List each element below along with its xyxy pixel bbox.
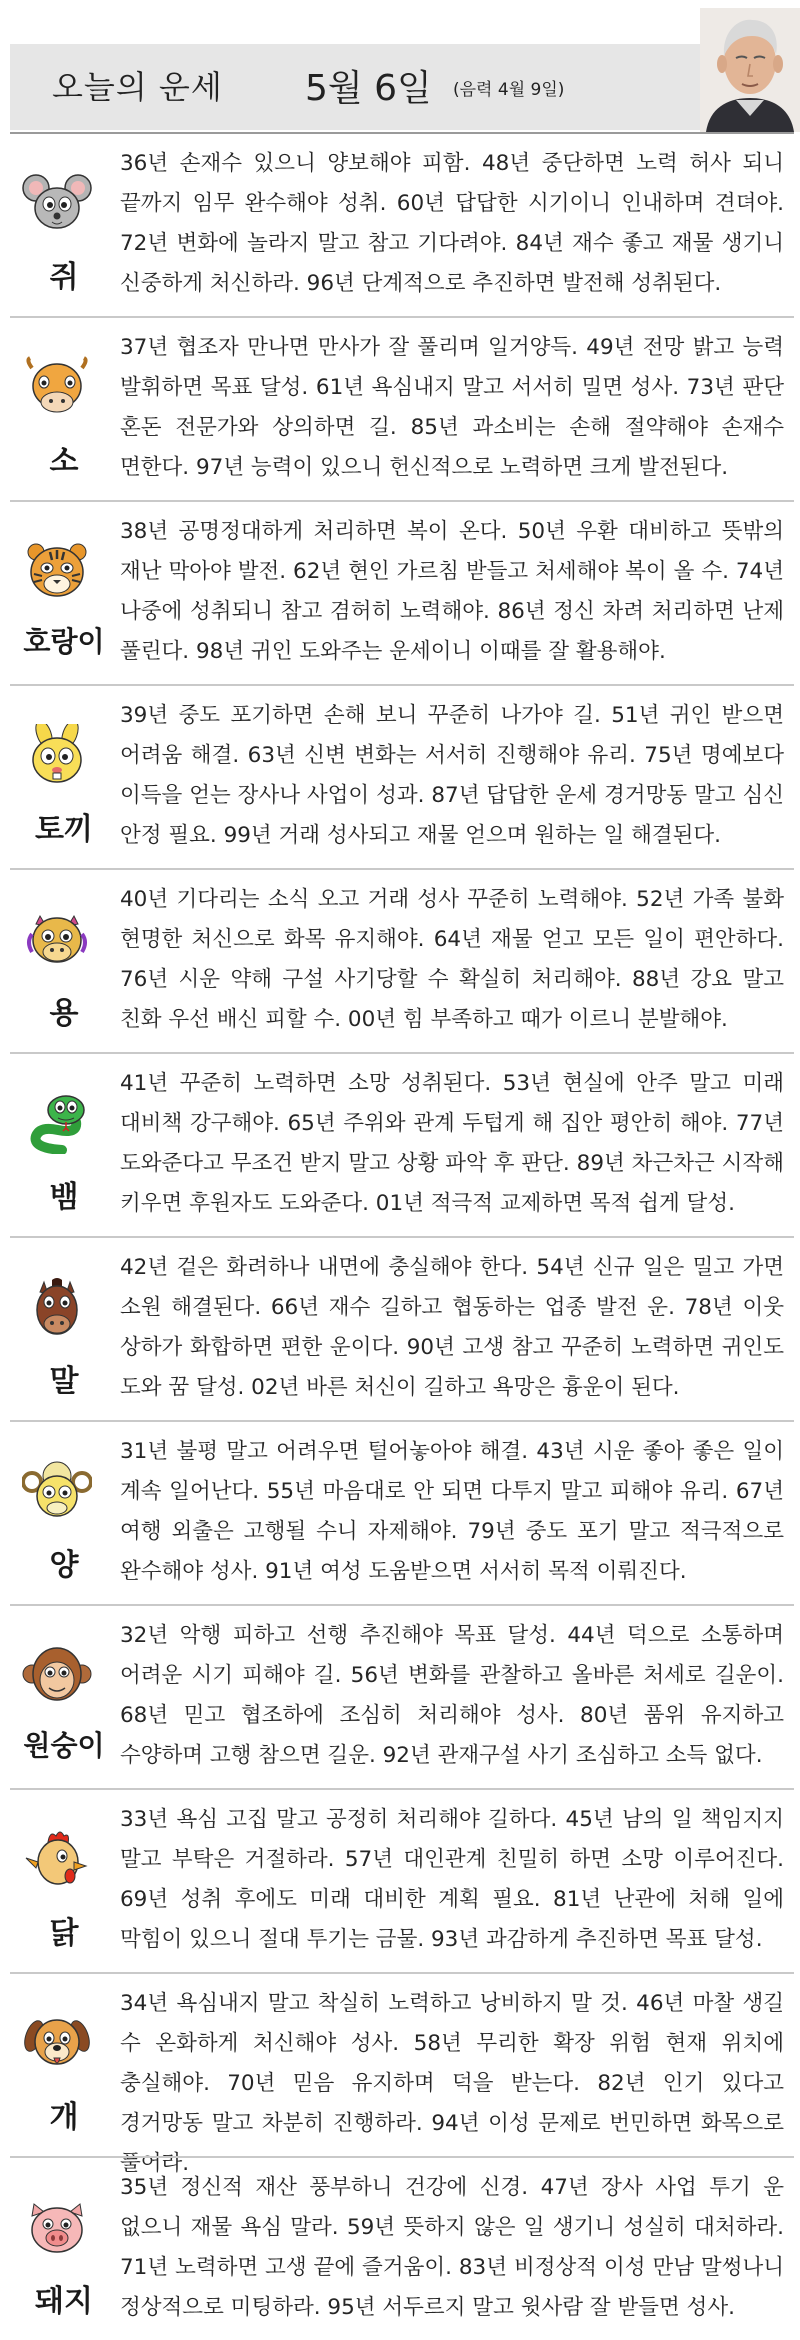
fortune-list <box>10 132 794 2340</box>
fortune-text: 40년 기다리는 소식 오고 거래 성사 꾸준히 노력해야. 52년 가족 불화 현명한 처신으로 화목 유지해야. 64년 재물 얻고 모든 일이 편안하다. 76년 시운 약해 구설 사기당할 수 확실히 처리해야. 88년 강요 말고 친화 우선 배신 피할 수. 00년 힘 부족하고 때가 이르니 분발해야. <box>120 887 784 1032</box>
snake-icon <box>22 1092 92 1154</box>
fortune-text: 39년 중도 포기하면 손해 보니 꾸준히 나가야 길. 51년 귀인 받으면 어려움 해결. 63년 신변 변화는 서서히 진행해야 유리. 75년 명예보다 이득을 얻는 장사나 사업이 성과. 87년 답답한 운세 경거망동 말고 심신 안정 필요. 99년 거래 성사되고 재물 얻으며 원하는 일 해결된다. <box>120 703 784 848</box>
sign-label: 소 <box>49 444 79 479</box>
fortune-row-snake <box>10 1052 794 1236</box>
pig-icon <box>22 2196 92 2258</box>
fortune-text: 35년 정신적 재산 풍부하니 건강에 신경. 47년 장사 사업 투기 운 없으니 재물 욕심 말라. 59년 뜻하지 않은 일 생기니 성실히 대처하라. 71년 노력하면 고생 끝에 즐거움이. 83년 비정상적 이성 만남 말썽나니 정상적으로 미팅하라. 95년 서두르지 말고 윗사람 잘 받들면 성사. <box>120 2175 784 2320</box>
fortune-text: 34년 욕심내지 말고 착실히 노력하고 낭비하지 말 것. 46년 마찰 생길 수 온화하게 처신해야 성사. 58년 무리한 확장 위험 현재 위치에 충실해야. 70년 믿음 유지하며 덕을 받는다. 82년 인기 있다고 경거망동 말고 차분히 진행하라. 94년 이성 문제로 번민하면 화목으로 풀어라. <box>120 1991 784 2176</box>
fortune-row-rooster <box>10 1788 794 1972</box>
rabbit-icon <box>22 724 92 786</box>
horse-icon <box>22 1276 92 1338</box>
columnist-portrait <box>700 8 800 132</box>
sign-label: 호랑이 <box>23 625 105 658</box>
dog-icon <box>22 2012 92 2074</box>
sign-label: 토끼 <box>35 812 93 847</box>
sign-label: 말 <box>49 1364 79 1399</box>
fortune-row-rabbit <box>10 684 794 868</box>
sheep-icon <box>22 1460 92 1522</box>
fortune-text: 36년 손재수 있으니 양보해야 피함. 48년 중단하면 노력 허사 되니 끝까지 임무 완수해야 성취. 60년 답답한 시기이니 인내하며 견뎌야. 72년 변화에 놀라지 말고 참고 기다려야. 84년 재수 좋고 재물 생기니 신중하게 처신하라. 96년 단계적으로 추진하면 발전해 성취된다. <box>120 151 784 296</box>
header-date: 5월 6일 <box>305 68 432 109</box>
header-lunar-date: (음력 4월 9일) <box>453 80 565 100</box>
sign-label: 용 <box>49 996 79 1031</box>
ox-icon <box>22 356 92 418</box>
fortune-row-horse <box>10 1236 794 1420</box>
fortune-row-dragon <box>10 868 794 1052</box>
tiger-icon <box>22 540 92 602</box>
fortune-row-dog <box>10 1972 794 2176</box>
rooster-icon <box>22 1828 92 1890</box>
sign-label: 뱀 <box>49 1180 79 1215</box>
fortune-text: 31년 불평 말고 어려우면 털어놓아야 해결. 43년 시운 좋아 좋은 일이 계속 일어난다. 55년 마음대로 안 되면 다투지 말고 피해야 유리. 67년 여행 외출은 고행될 수니 자제해야. 79년 중도 포기 말고 적극적으로 완수해야 성사. 91년 여성 도움받으면 서서히 목적 이뤄진다. <box>120 1439 784 1584</box>
fortune-text: 42년 겉은 화려하나 내면에 충실해야 한다. 54년 신규 일은 밀고 가면 소원 해결된다. 66년 재수 길하고 협동하는 업종 발전 운. 78년 이웃 상하가 화합하면 편한 운이다. 90년 고생 참고 꾸준히 노력하면 귀인도 도와 꿈 달성. 02년 바른 처신이 길하고 욕망은 흉운이 된다. <box>120 1255 784 1400</box>
fortune-row-rat <box>10 132 794 316</box>
sign-label: 닭 <box>49 1916 79 1951</box>
fortune-text: 32년 악행 피하고 선행 추진해야 목표 달성. 44년 덕으로 소통하며 어려운 시기 피해야 길. 56년 변화를 관찰하고 올바른 처세로 길운이. 68년 믿고 협조하에 조심히 처리해야 성사. 80년 품위 유지하고 수양하며 고행 참으면 길운. 92년 관재구설 사기 조심하고 소득 없다. <box>120 1623 784 1768</box>
sign-label: 양 <box>49 1548 79 1583</box>
sign-label: 원숭이 <box>23 1729 105 1762</box>
fortune-text: 37년 협조자 만나면 만사가 잘 풀리며 일거양득. 49년 전망 밝고 능력 발휘하면 목표 달성. 61년 욕심내지 말고 서서히 밀면 성사. 73년 판단 혼돈 전문가와 상의하면 길. 85년 과소비는 손해 절약해야 손재수 면한다. 97년 능력이 있으니 헌신적으로 노력하면 크게 발전된다. <box>120 335 784 480</box>
sign-label: 개 <box>49 2100 79 2135</box>
sign-label: 쥐 <box>49 260 79 295</box>
fortune-row-ox <box>10 316 794 500</box>
fortune-row-tiger <box>10 500 794 684</box>
monkey-icon <box>22 1644 92 1706</box>
dragon-icon <box>22 908 92 970</box>
fortune-text: 38년 공명정대하게 처리하면 복이 온다. 50년 우환 대비하고 뜻밖의 재난 막아야 발전. 62년 현인 가르침 받들고 처세해야 복이 올 수. 74년 나중에 성취되니 참고 겸허히 노력해야. 86년 정신 차려 처리하면 난제 풀린다. 98년 귀인 도와주는 운세이니 이때를 잘 활용해야. <box>120 519 784 664</box>
fortune-row-monkey <box>10 1604 794 1788</box>
rat-icon <box>22 172 92 234</box>
sign-label: 돼지 <box>35 2284 93 2319</box>
page-title: 오늘의 운세 <box>52 68 223 106</box>
fortune-row-sheep <box>10 1420 794 1604</box>
fortune-text: 33년 욕심 고집 말고 공정히 처리해야 길하다. 45년 남의 일 책임지지 말고 부탁은 거절하라. 57년 대인관계 친밀히 하면 소망 이루어진다. 69년 성취 후에도 미래 대비한 계획 필요. 81년 난관에 처해 일에 막힘이 있으니 절대 투기는 금물. 93년 과감하게 추진하면 목표 달성. <box>120 1807 784 1952</box>
fortune-text: 41년 꾸준히 노력하면 소망 성취된다. 53년 현실에 안주 말고 미래 대비책 강구해야. 65년 주위와 관계 두텁게 해 집안 평안히 해야. 77년 도와준다고 무조건 받지 말고 상황 파악 후 판단. 89년 차근차근 시작해 키우면 후원자도 도와준다. 01년 적극적 교제하면 목적 쉽게 달성. <box>120 1071 784 1216</box>
fortune-row-pig <box>10 2156 794 2340</box>
